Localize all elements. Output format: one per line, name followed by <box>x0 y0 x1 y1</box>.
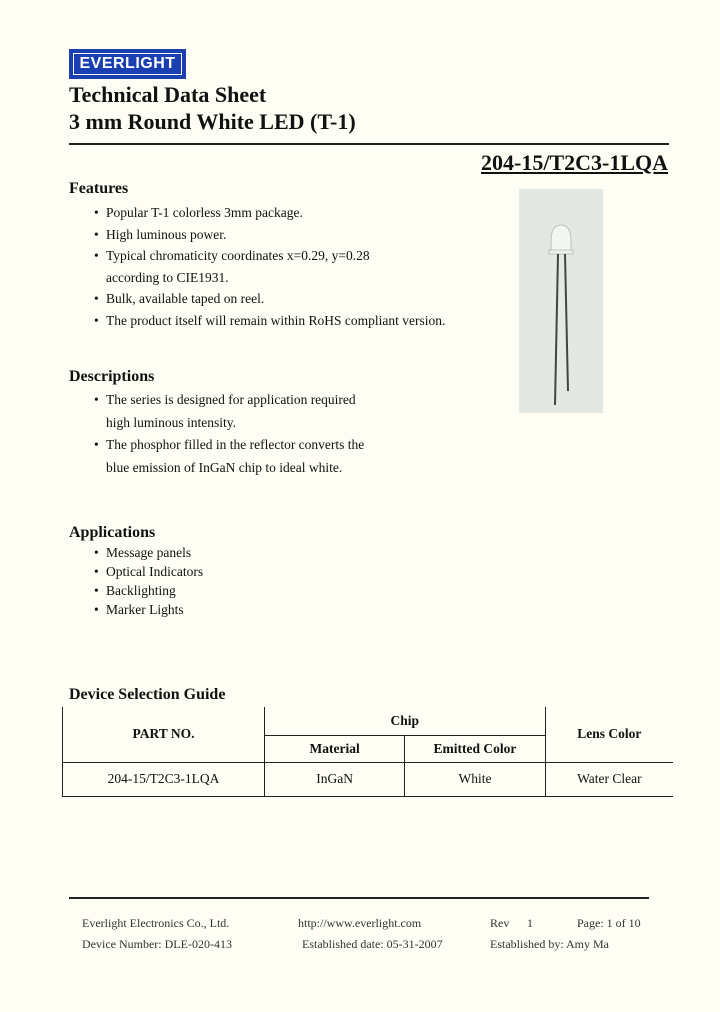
descriptions-list <box>94 389 364 479</box>
footer-established-date: Established date: 05-31-2007 <box>302 937 443 951</box>
footer-established-by: Established by: Amy Ma <box>490 937 609 951</box>
footer-rev-label: Rev <box>490 916 510 930</box>
led-image <box>519 189 603 413</box>
description-continuation: blue emission of InGaN chip to ideal white. <box>106 459 343 475</box>
cell-part: 204-15/T2C3-1LQA <box>63 762 265 796</box>
cell-material: InGaN <box>264 762 404 796</box>
guide-heading: Device Selection Guide <box>69 686 226 703</box>
header-chip: Chip <box>264 707 545 735</box>
footer-company: Everlight Electronics Co., Ltd. <box>82 916 230 930</box>
part-number: 204-15/T2C3-1LQA <box>481 150 668 175</box>
features-heading: Features <box>69 180 129 197</box>
application-item: • Optical Indicators <box>94 562 203 581</box>
product-title: 3 mm Round White LED (T-1) <box>69 109 356 134</box>
header-lens-color: Lens Color <box>545 707 673 762</box>
header-rule <box>69 143 669 145</box>
led-product-photo <box>519 189 603 413</box>
footer-device-number: Device Number: DLE-020-413 <box>82 937 232 951</box>
feature-item: • The product itself will remain within RoHS compliant version. <box>94 310 445 332</box>
footer-rule <box>69 897 649 899</box>
table-row <box>63 762 674 796</box>
cell-lens: Water Clear <box>545 762 673 796</box>
feature-item: • Bulk, available taped on reel. <box>94 288 445 310</box>
features-list <box>94 202 445 331</box>
description-item: • The phosphor filled in the reflector converts the <box>94 434 364 457</box>
application-item: • Marker Lights <box>94 600 203 619</box>
applications-list <box>94 543 203 619</box>
doc-title: Technical Data Sheet <box>69 82 267 107</box>
footer-page: Page: 1 of 10 <box>577 916 641 930</box>
application-item: • Message panels <box>94 543 203 562</box>
cell-emitted: White <box>405 762 545 796</box>
footer-rev-value: 1 <box>527 916 533 930</box>
header-part-no: PART NO. <box>63 707 265 762</box>
header-emitted-color: Emitted Color <box>405 735 545 762</box>
feature-item: • High luminous power. <box>94 224 445 246</box>
header-material: Material <box>264 735 404 762</box>
application-item: • Backlighting <box>94 581 203 600</box>
descriptions-heading: Descriptions <box>69 368 155 385</box>
feature-item: • Typical chromaticity coordinates x=0.29, y=0.28 <box>94 245 445 267</box>
logo-text: EVERLIGHT <box>73 53 182 75</box>
description-continuation: high luminous intensity. <box>106 414 237 430</box>
footer-url[interactable]: http://www.everlight.com <box>298 916 422 930</box>
feature-item: • Popular T-1 colorless 3mm package. <box>94 202 445 224</box>
applications-heading: Applications <box>69 524 156 541</box>
everlight-logo <box>69 49 186 79</box>
feature-item-continuation: according to CIE1931. <box>106 269 229 285</box>
description-item: • The series is designed for application required <box>94 389 364 412</box>
device-selection-table <box>62 707 673 797</box>
